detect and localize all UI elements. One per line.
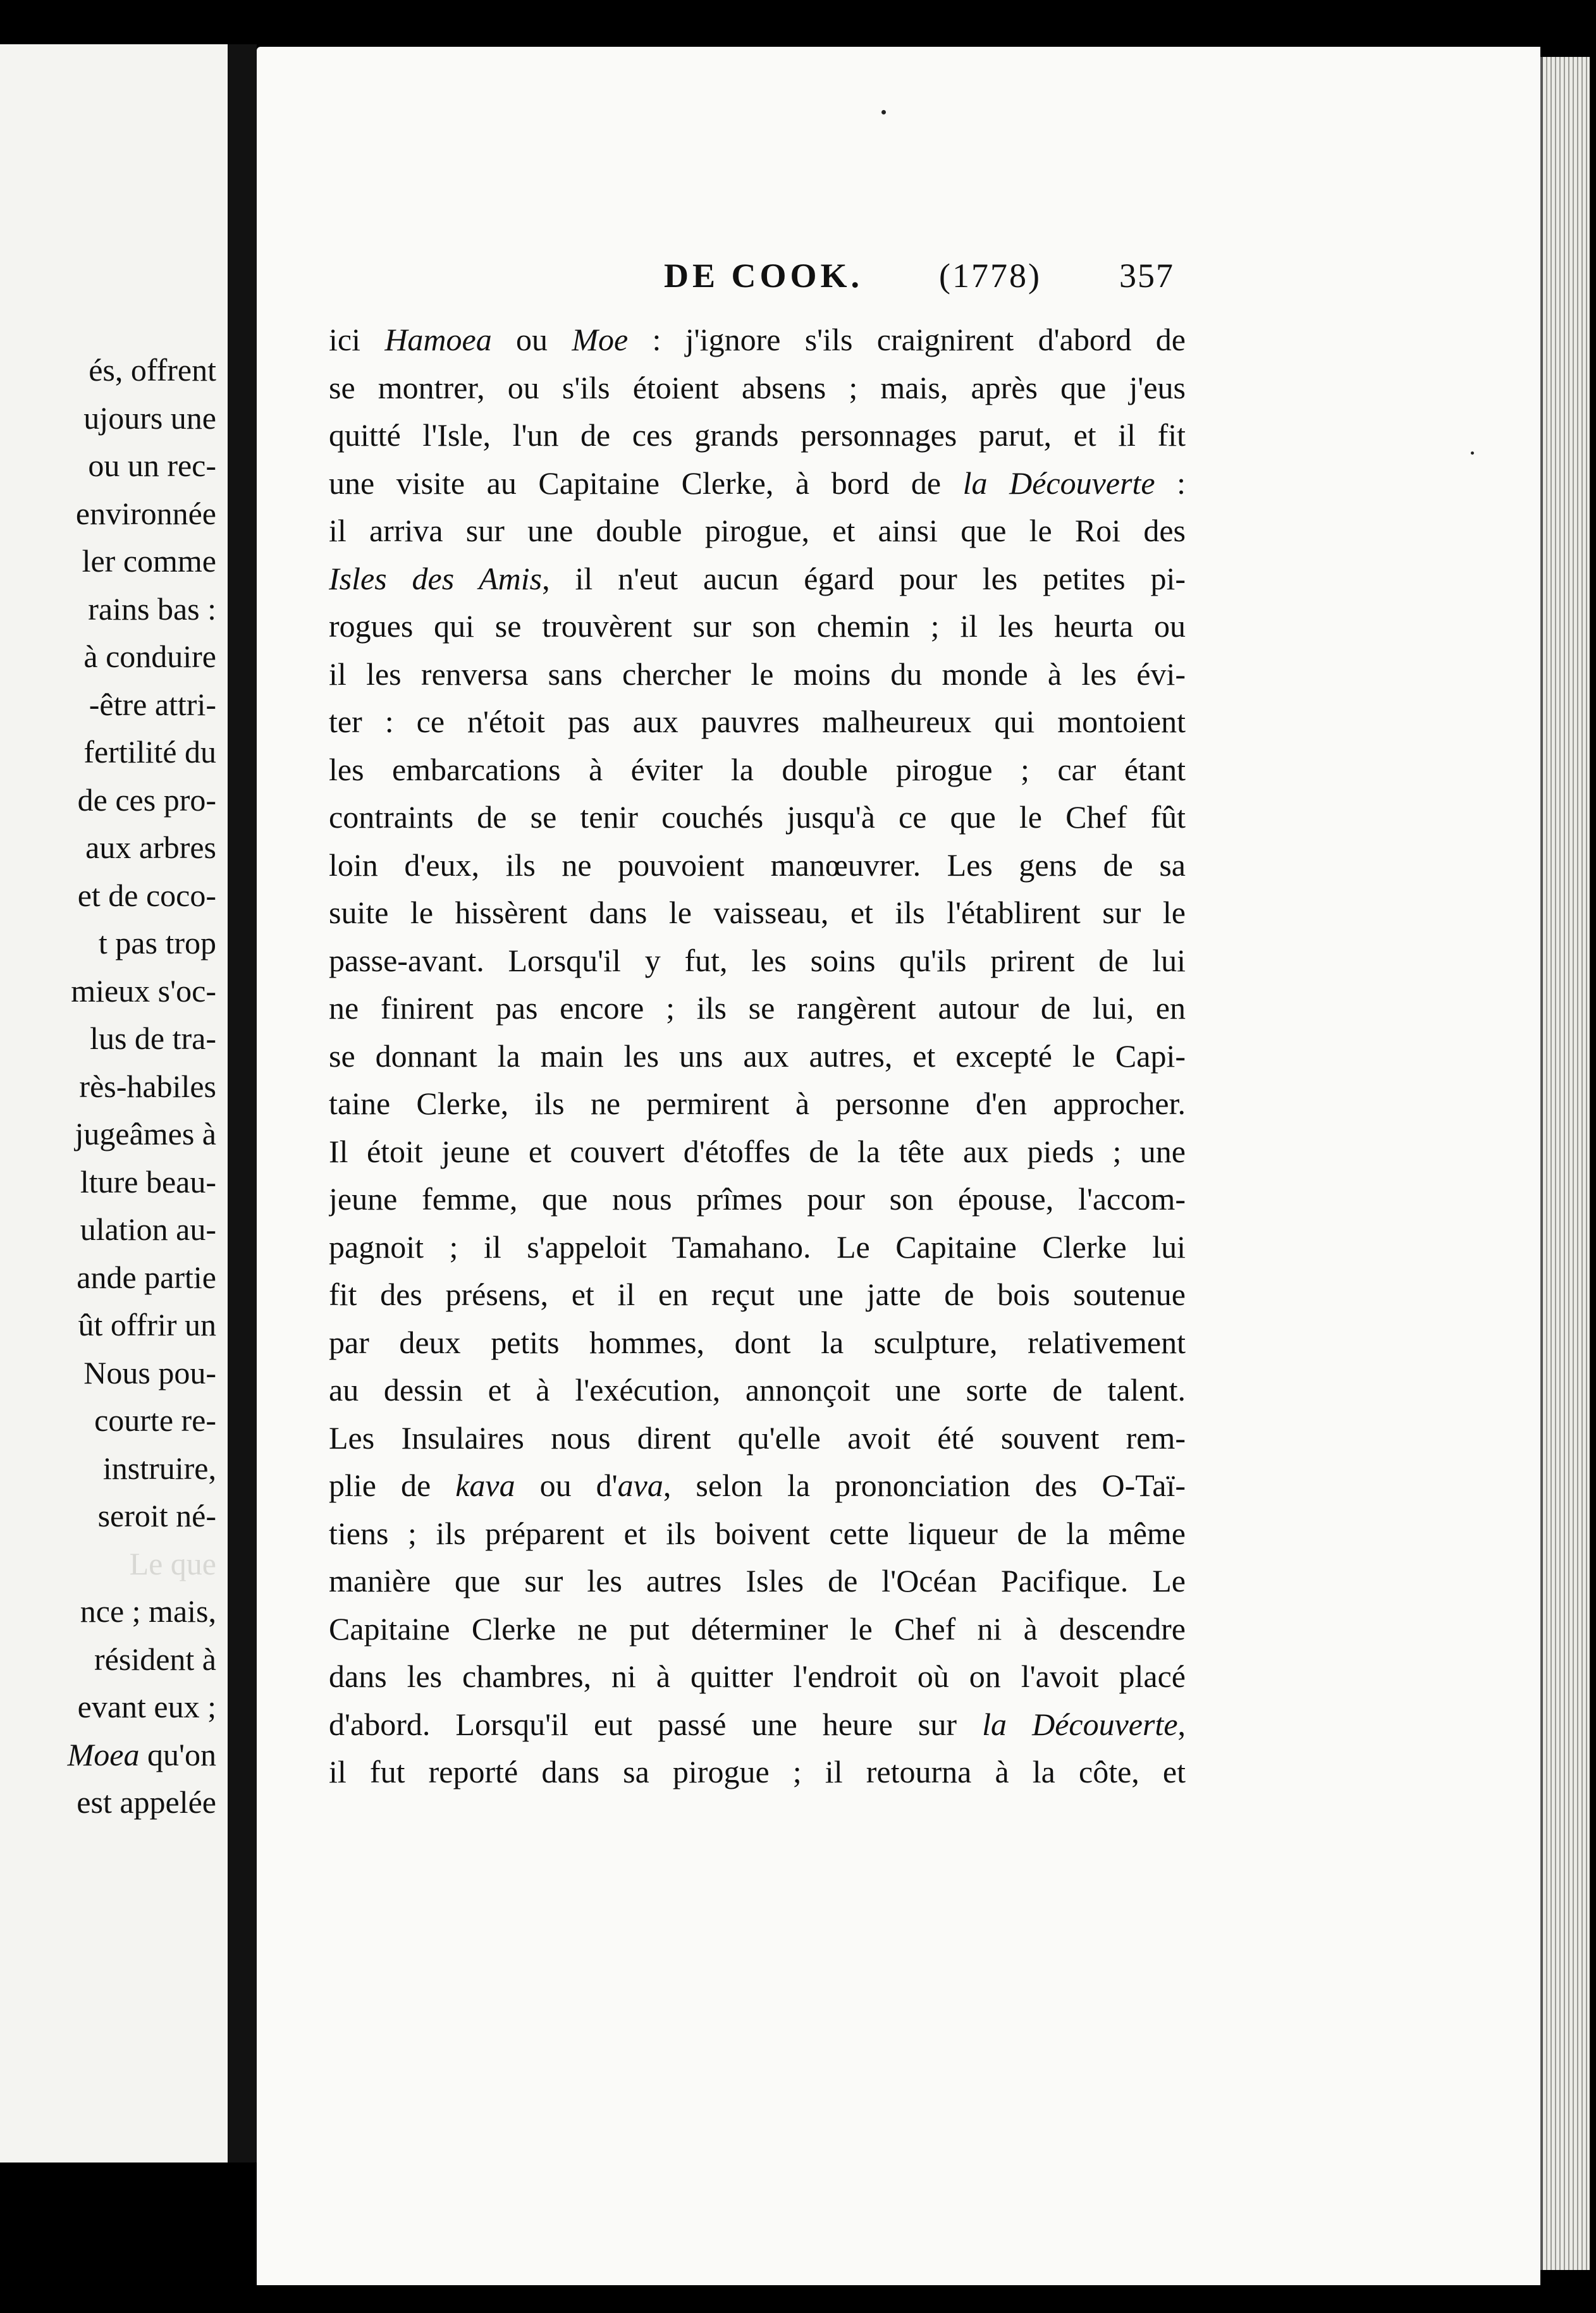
left-page bbox=[0, 44, 228, 2163]
text-segment: taine Clerke, ils ne permirent à personne d'en approcher. bbox=[329, 1086, 1186, 1121]
text-line bbox=[329, 985, 1186, 1033]
text-segment: t pas trop bbox=[98, 925, 216, 960]
text-segment: ande partie bbox=[77, 1259, 216, 1295]
text-segment: ava bbox=[617, 1468, 663, 1503]
text-segment: aux arbres bbox=[85, 830, 216, 865]
text-segment: : bbox=[1155, 465, 1186, 501]
text-line bbox=[329, 1224, 1186, 1272]
text-segment: rès-habiles bbox=[79, 1068, 216, 1104]
left-page-line bbox=[0, 442, 216, 490]
text-segment: est appelée bbox=[77, 1784, 216, 1820]
text-segment: jeune femme, que nous prîmes pour son épouse, l'accom- bbox=[329, 1181, 1186, 1217]
text-segment: Capitaine Clerke ne put déterminer le Chef ni à descendre bbox=[329, 1611, 1186, 1647]
text-segment: lus de tra- bbox=[90, 1021, 216, 1056]
text-segment: rogues qui se trouvèrent sur son chemin ; il les heurta ou bbox=[329, 608, 1186, 644]
left-page-line bbox=[0, 1301, 216, 1349]
left-page-line bbox=[0, 490, 216, 538]
text-segment: d'abord. Lorsqu'il eut passé une heure sur bbox=[329, 1706, 983, 1742]
text-segment: evant eux ; bbox=[77, 1689, 216, 1724]
text-segment: suite le hissèrent dans le vaisseau, et ils l'établirent sur le bbox=[329, 895, 1186, 930]
text-line bbox=[329, 1462, 1186, 1510]
left-page-line bbox=[0, 1683, 216, 1731]
text-segment: ou bbox=[491, 322, 572, 357]
text-segment: ou d' bbox=[515, 1468, 618, 1503]
text-line bbox=[329, 1748, 1186, 1796]
running-header bbox=[664, 256, 1201, 300]
text-segment: de ces pro- bbox=[77, 782, 216, 818]
text-segment: résident à bbox=[94, 1641, 216, 1677]
text-segment: , il n'eut aucun égard pour les petites pi- bbox=[542, 560, 1186, 596]
text-segment: ulation au- bbox=[80, 1212, 216, 1247]
left-page-line bbox=[0, 1110, 216, 1158]
left-page-line bbox=[0, 776, 216, 825]
text-segment: loin d'eux, ils ne pouvoient manœuvrer. Les gens de sa bbox=[329, 847, 1186, 883]
text-segment: seroit né- bbox=[97, 1498, 216, 1533]
text-line bbox=[329, 1271, 1186, 1319]
left-page-line bbox=[0, 633, 216, 681]
text-segment: és, offrent bbox=[89, 352, 216, 388]
text-line bbox=[329, 651, 1186, 699]
text-segment: manière que sur les autres Isles de l'Océan Pacifique. Le bbox=[329, 1563, 1186, 1598]
left-page-line bbox=[0, 1636, 216, 1684]
text-segment: il fut reporté dans sa pirogue ; il retourna à la côte, et bbox=[329, 1754, 1186, 1789]
text-segment: au dessin et à l'exécution, annonçoit une sorte de talent. bbox=[329, 1372, 1186, 1408]
left-page-line bbox=[0, 1397, 216, 1445]
text-segment: tiens ; ils préparent et ils boivent cette liqueur de la même bbox=[329, 1515, 1186, 1551]
left-page-line bbox=[0, 395, 216, 443]
left-page-line bbox=[0, 1492, 216, 1540]
text-segment: les embarcations à éviter la double pirogue ; car étant bbox=[329, 751, 1186, 787]
text-segment: ici bbox=[329, 322, 385, 357]
text-line bbox=[329, 460, 1186, 508]
text-segment: dans les chambres, ni à quitter l'endroit où on l'avoit placé bbox=[329, 1659, 1186, 1694]
text-segment: plie de bbox=[329, 1468, 456, 1503]
text-line bbox=[329, 1080, 1186, 1128]
text-segment: à conduire bbox=[83, 639, 216, 674]
left-page-line bbox=[0, 1445, 216, 1493]
text-segment: Moea bbox=[67, 1736, 140, 1772]
ink-speck bbox=[1471, 451, 1474, 455]
text-line bbox=[329, 1033, 1186, 1081]
left-page-line bbox=[0, 681, 216, 729]
left-page-line bbox=[0, 1254, 216, 1302]
text-segment: il arriva sur une double pirogue, et ainsi que le Roi des bbox=[329, 513, 1186, 548]
text-segment: ujours une bbox=[83, 400, 216, 436]
left-page-line bbox=[0, 1349, 216, 1397]
header-year: (1778) bbox=[939, 257, 1041, 295]
text-segment: et de coco- bbox=[77, 877, 216, 913]
text-line bbox=[329, 794, 1186, 842]
text-segment: environnée bbox=[75, 495, 216, 531]
text-line bbox=[329, 316, 1186, 364]
left-page-line bbox=[0, 1779, 216, 1827]
text-segment: , selon la prononciation des O-Taï- bbox=[663, 1468, 1186, 1503]
left-page-line bbox=[0, 347, 216, 395]
text-segment: Il étoit jeune et couvert d'étoffes de la tête aux pieds ; une bbox=[329, 1133, 1186, 1169]
text-line bbox=[329, 842, 1186, 890]
left-page-line bbox=[0, 1588, 216, 1636]
text-segment: se donnant la main les uns aux autres, et excepté le Capi- bbox=[329, 1038, 1186, 1074]
text-segment: Nous pou- bbox=[83, 1354, 216, 1390]
text-segment: pagnoit ; il s'appeloit Tamahano. Le Capitaine Clerke lui bbox=[329, 1229, 1186, 1265]
ink-speck bbox=[881, 110, 886, 114]
text-line bbox=[329, 555, 1186, 603]
text-segment: se montrer, ou s'ils étoient absens ; mais, après que j'eus bbox=[329, 369, 1186, 405]
text-line bbox=[329, 889, 1186, 937]
text-segment: kava bbox=[455, 1468, 515, 1503]
text-segment: ter : ce n'étoit pas aux pauvres malheureux qui montoient bbox=[329, 704, 1186, 739]
left-page-line bbox=[0, 1015, 216, 1063]
text-line bbox=[329, 1701, 1186, 1749]
left-page-line bbox=[0, 1158, 216, 1206]
text-segment: une visite au Capitaine Clerke, à bord de bbox=[329, 465, 963, 501]
page-edges bbox=[1540, 57, 1590, 2270]
text-segment: la Découverte bbox=[962, 465, 1155, 501]
text-line bbox=[329, 1319, 1186, 1367]
text-segment: instruire, bbox=[102, 1450, 216, 1486]
text-segment: courte re- bbox=[94, 1402, 216, 1438]
text-segment: contraints de se tenir couchés jusqu'à ce que le Chef fût bbox=[329, 799, 1186, 835]
text-line bbox=[329, 412, 1186, 460]
text-segment: jugeâmes à bbox=[75, 1116, 216, 1151]
text-line bbox=[329, 1414, 1186, 1463]
left-page-text bbox=[0, 347, 216, 1827]
left-page-line: Le que bbox=[129, 1545, 216, 1581]
left-page-line bbox=[0, 824, 216, 872]
text-line bbox=[329, 1557, 1186, 1605]
text-segment: Moe bbox=[572, 322, 629, 357]
text-line bbox=[329, 603, 1186, 651]
text-segment: rains bas : bbox=[88, 591, 216, 627]
text-segment: fit des présens, et il en reçut une jatte de bois soutenue bbox=[329, 1277, 1186, 1312]
text-segment: : j'ignore s'ils craignirent d'abord de bbox=[628, 322, 1186, 357]
text-line bbox=[329, 1605, 1186, 1653]
text-segment: -être attri- bbox=[89, 686, 216, 722]
running-title: DE COOK. bbox=[664, 257, 864, 295]
text-segment: ût offrir un bbox=[78, 1307, 216, 1342]
text-line bbox=[329, 507, 1186, 555]
text-line bbox=[329, 1510, 1186, 1558]
text-segment: qu'on bbox=[139, 1736, 216, 1772]
left-page-line bbox=[0, 1206, 216, 1254]
text-line bbox=[329, 1128, 1186, 1176]
left-page-line bbox=[0, 967, 216, 1015]
left-page-line bbox=[0, 919, 216, 967]
text-segment: il les renversa sans chercher le moins du monde à les évi- bbox=[329, 656, 1186, 692]
left-page-line bbox=[0, 586, 216, 634]
text-segment: ou un rec- bbox=[88, 448, 216, 483]
text-segment: quitté l'Isle, l'un de ces grands personnages parut, et il fit bbox=[329, 417, 1186, 453]
body-text bbox=[329, 316, 1186, 1796]
text-line bbox=[329, 698, 1186, 746]
text-segment: mieux s'oc- bbox=[71, 972, 216, 1009]
text-segment: nce ; mais, bbox=[80, 1593, 216, 1629]
text-line bbox=[329, 1366, 1186, 1414]
book-gutter bbox=[228, 44, 257, 2163]
text-line bbox=[329, 1653, 1186, 1701]
text-segment: Hamoea bbox=[384, 322, 492, 357]
text-segment: ne finirent pas encore ; ils se rangèrent autour de lui, en bbox=[329, 990, 1186, 1026]
text-line bbox=[329, 1175, 1186, 1224]
text-segment: , bbox=[1177, 1706, 1186, 1742]
text-segment: fertilité du bbox=[83, 734, 216, 770]
left-page-line bbox=[0, 1063, 216, 1111]
text-segment: Isles des Amis bbox=[329, 560, 543, 596]
text-segment: Les Insulaires nous dirent qu'elle avoit été souvent rem- bbox=[329, 1420, 1186, 1456]
left-page-line bbox=[0, 1731, 216, 1779]
page-number: 357 bbox=[1119, 257, 1174, 295]
text-line bbox=[329, 746, 1186, 794]
text-segment: par deux petits hommes, dont la sculpture, relativement bbox=[329, 1324, 1186, 1360]
text-segment: passe-avant. Lorsqu'il y fut, les soins qu'ils prirent de lui bbox=[329, 942, 1186, 978]
left-page-line bbox=[0, 728, 216, 776]
text-segment: lture beau- bbox=[80, 1163, 216, 1199]
left-page-line bbox=[0, 537, 216, 586]
text-line bbox=[329, 937, 1186, 985]
text-segment: ler comme bbox=[82, 543, 216, 579]
text-line bbox=[329, 364, 1186, 412]
left-page-line bbox=[0, 872, 216, 920]
text-segment: la Découverte bbox=[982, 1706, 1178, 1742]
